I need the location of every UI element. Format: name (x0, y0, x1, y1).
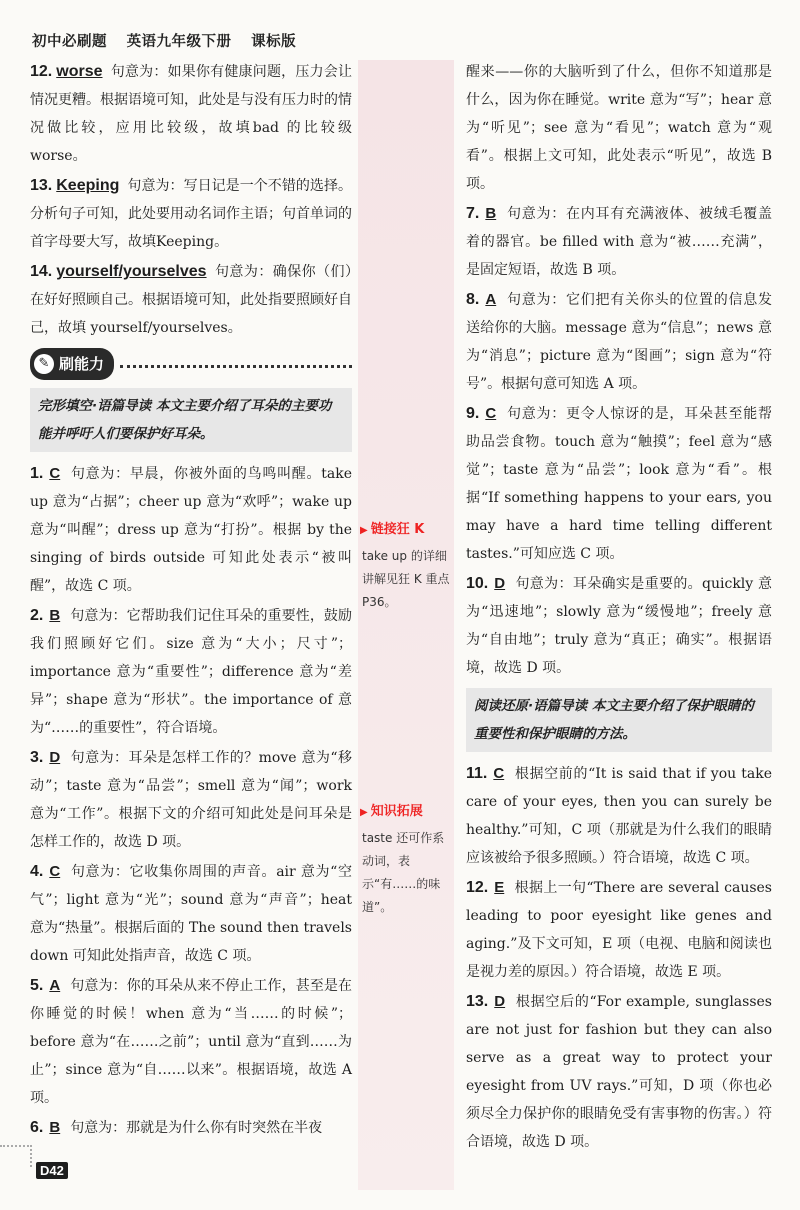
arrow-icon: ▶ (360, 525, 368, 536)
answer-item: 9. C 句意为：更令人惊讶的是，耳朵甚至能帮助品尝食物。touch 意为“触摸”；feel 意为“感觉”；taste 意为“品尝”；look 意为“看”。根据“If something happens to your ears, you may have a hard time telling different tastes.”可知应选 C 项。 (466, 405, 772, 562)
arrow-icon: ▶ (360, 807, 368, 818)
answer-item: 14. yourself/yourselves 句意为：确保你（们）在好好照顾自己。根据语境可知，此处指要照顾好自己，故填 yourself/yourselves。 (30, 263, 352, 336)
answer-item: 11. C 根据空前的“It is said that if you take care of your eyes, then you can surely be healthy.”可知，C 项（那就是为什么我们的眼睛应该被给予很多照顾。）符合语境，故选 C 项。 (466, 765, 772, 866)
header-edition: 课标版 (251, 34, 297, 50)
margin-notes-column (358, 60, 454, 1190)
answer-item: 4. C 句意为：它收集你周围的声音。air 意为“空气”；light 意为“光”；sound 意为“声音”；heat 意为“热量”。根据后面的 The sound then travels down 可知此处指声音，故选 C 项。 (30, 863, 352, 964)
note-link-text: take up 的详细讲解见狂 K 重点 P36。 (362, 549, 450, 609)
section-header (30, 348, 352, 380)
page-number: D42 (36, 1162, 68, 1179)
dotted-divider (120, 365, 352, 368)
header-book: 英语九年级下册 (126, 34, 232, 50)
note-extend-text: taste 还可作系动词，表示“有……的味道”。 (362, 831, 445, 914)
answer-item: 12. E 根据上一句“There are several causes leading to poor eyesight like genes and aging.”及下文可知，E 项（电视、电脑和阅读也是视力差的原因。）符合语境，故选 E 项。 (466, 879, 772, 980)
answer-item: 13. D 根据空后的“For example, sunglasses are not just for fashion but they can also serve as a great way to protect your eyesight from UV rays.”可知，D 项（你也必须尽全力保护你的眼睛免受有害事物的伤害。）符合语境，故选 D 项。 (466, 993, 772, 1150)
answer-item: 7. B 句意为：在内耳有充满液体、被绒毛覆盖着的器官。be filled with 意为“被……充满”，是固定短语，故选 B 项。 (466, 205, 772, 278)
passage-guide: 阅读还原·语篇导读 本文主要介绍了保护眼睛的重要性和保护眼睛的方法。 (466, 688, 772, 752)
note-extend-title: ▶ 知识拓展 (360, 804, 423, 819)
left-column (30, 58, 352, 1144)
answer-item: 8. A 句意为：它们把有关你头的位置的信息发送给你的大脑。message 意为“信息”；news 意为“消息”；picture 意为“图画”；sign 意为“符号”。根据句意可知选 A 项。 (466, 291, 772, 392)
answer-item: 5. A 句意为：你的耳朵从来不停止工作，甚至是在你睡觉的时候！when 意为“当……的时候”；before 意为“在……之前”；until 意为“直到……为止”；since 意为“自……以来”。根据语境，故选 A 项。 (30, 977, 352, 1106)
corner-mark (0, 1145, 32, 1167)
header-series: 初中必刷题 (32, 34, 107, 50)
answer-item: 1. C 句意为：早晨，你被外面的鸟鸣叫醒。take up 意为“占据”；cheer up 意为“欢呼”；wake up 意为“叫醒”；dress up 意为“打扮”。根据 by the singing of birds outside 可知此处表示“被叫醒”，故选 C 项。 (30, 465, 352, 594)
answer-item: 2. B 句意为：它帮助我们记住耳朵的重要性，鼓励我们照顾好它们。size 意为“大小；尺寸”；importance 意为“重要性”；difference 意为“差异”；shape 意为“形状”。the importance of 意为“……的重要性”，符合语境。 (30, 607, 352, 736)
answer-item: 13. Keeping 句意为：写日记是一个不错的选择。分析句子可知，此处要用动名词作主语；句首单词的首字母要大写，故填Keeping。 (30, 177, 352, 250)
right-column (466, 58, 772, 1158)
page-header (32, 30, 310, 51)
pencil-icon: ✎ (34, 354, 54, 374)
section-badge: ✎ 刷能力 (30, 348, 114, 380)
answer-item: 3. D 句意为：耳朵是怎样工作的？move 意为“移动”；taste 意为“品尝”；smell 意为“闻”；work 意为“工作”。根据下文的介绍可知此处是问耳朵是怎样工作的，故选 D 项。 (30, 749, 352, 850)
answer-continuation: 醒来——你的大脑听到了什么，但你不知道那是什么，因为你在睡觉。write 意为“写”；hear 意为“听见”；see 意为“看见”；watch 意为“观看”。根据上文可知，此处表示“听见”，故选 B 项。 (466, 64, 772, 192)
answer-item: 6. B 句意为：那就是为什么你有时突然在半夜 (30, 1119, 323, 1136)
passage-guide: 完形填空·语篇导读 本文主要介绍了耳朵的主要功能并呼吁人们要保护好耳朵。 (30, 388, 352, 452)
answer-item: 12. worse 句意为：如果你有健康问题，压力会让情况更糟。根据语境可知，此处是与没有压力时的情况做比较，应用比较级，故填bad 的比较级 worse。 (30, 63, 352, 164)
note-link-title: ▶ 链接狂 K (360, 522, 425, 537)
answer-item: 10. D 句意为：耳朵确实是重要的。quickly 意为“迅速地”；slowly 意为“缓慢地”；freely 意为“自由地”；truly 意为“真正；确实”。根据语境，故选 D 项。 (466, 575, 772, 676)
